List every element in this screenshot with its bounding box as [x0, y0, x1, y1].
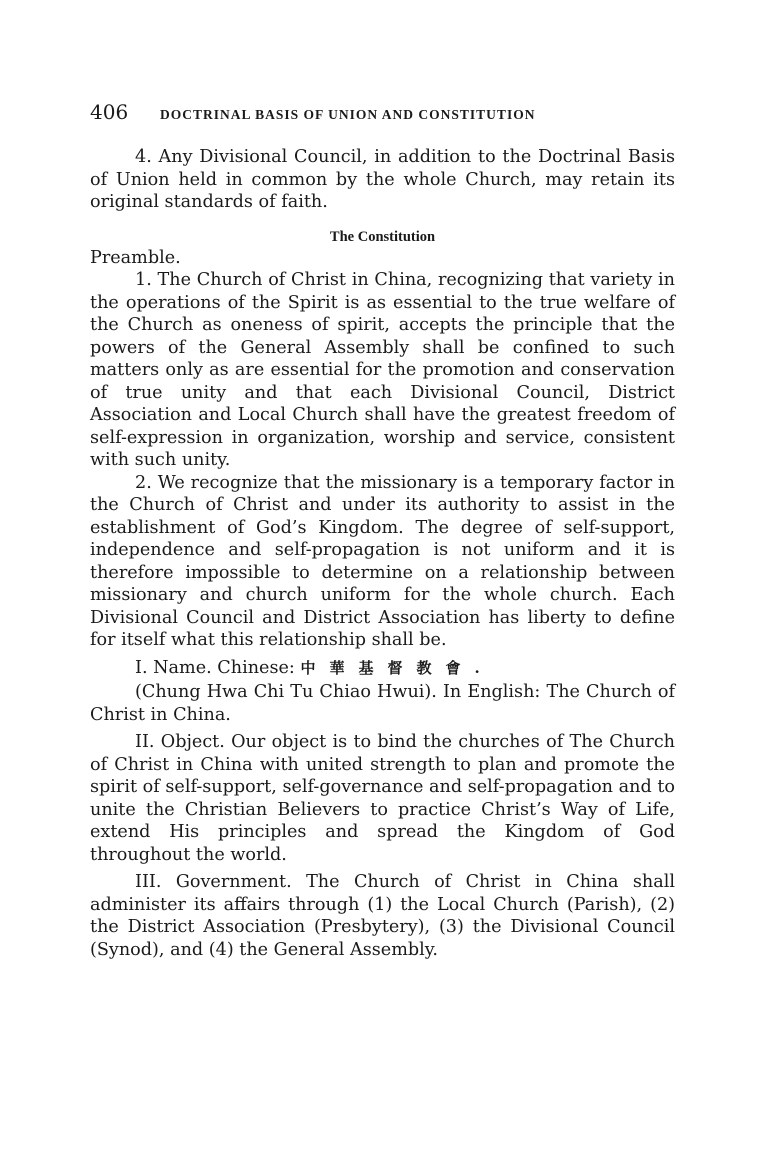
article-1-name — [90, 657, 675, 680]
article-2-object: II. Object. Our object is to bind the churches of The Church of Christ in China with united strength to plan and promote the spirit of self-support, self-governance and self-propagation and to unite the Christian Believers to practice Christ’s Way of Life, extend His principles and spread the Kingdom of God throughout the world. — [90, 732, 675, 865]
document-page — [90, 100, 675, 961]
preamble-paragraph-2: 2. We recognize that the missionary is a temporary factor in the Church of Christ and under its authority to assist in the establishment of God’s Kingdom. The degree of self-support, independence and self-propagation is not uniform and it is therefore impossible to determine on a relationship between missionary and church uniform for the whole church. Each Divisional Council and District Association has liberty to define for itself what this relationship shall be. — [90, 472, 675, 650]
preamble-paragraph-1: 1. The Church of Christ in China, recognizing that variety in the operations of the Spirit is as essential to the true welfare of the Church as oneness of spirit, accepts the principle that the powers of the General Assembly shall be confined to such matters only as are essential for the promotion and conservation of true unity and that each Divisional Council, District Association and Local Church shall have the greatest freedom of self-expression in organization, worship and service, consistent with such unity. — [90, 270, 675, 470]
running-head — [90, 100, 675, 124]
article-1-romanized: (Chung Hwa Chi Tu Chiao Hwui). In English: The Church of Christ in China. — [90, 682, 675, 725]
article-1-label: I. Name. Chinese: — [135, 657, 295, 678]
article-1-chinese-name: 中華基督教會. — [300, 658, 494, 677]
paragraph-4: 4. Any Divisional Council, in addition to the Doctrinal Basis of Union held in common by the whole Church, may retain its original standards of faith. — [90, 147, 675, 212]
preamble-label: Preamble. — [90, 247, 181, 268]
running-title: DOCTRINAL BASIS OF UNION AND CONSTITUTION — [160, 107, 536, 122]
page-number: 406 — [90, 100, 129, 124]
section-heading: The Constitution — [329, 228, 436, 245]
article-3-government: III. Government. The Church of Christ in China shall administer its affairs through (1) the Local Church (Parish), (2) the District Association (Presbytery), (3) the Divisional Council (Synod), and (4) the General Assembly. — [90, 872, 675, 960]
